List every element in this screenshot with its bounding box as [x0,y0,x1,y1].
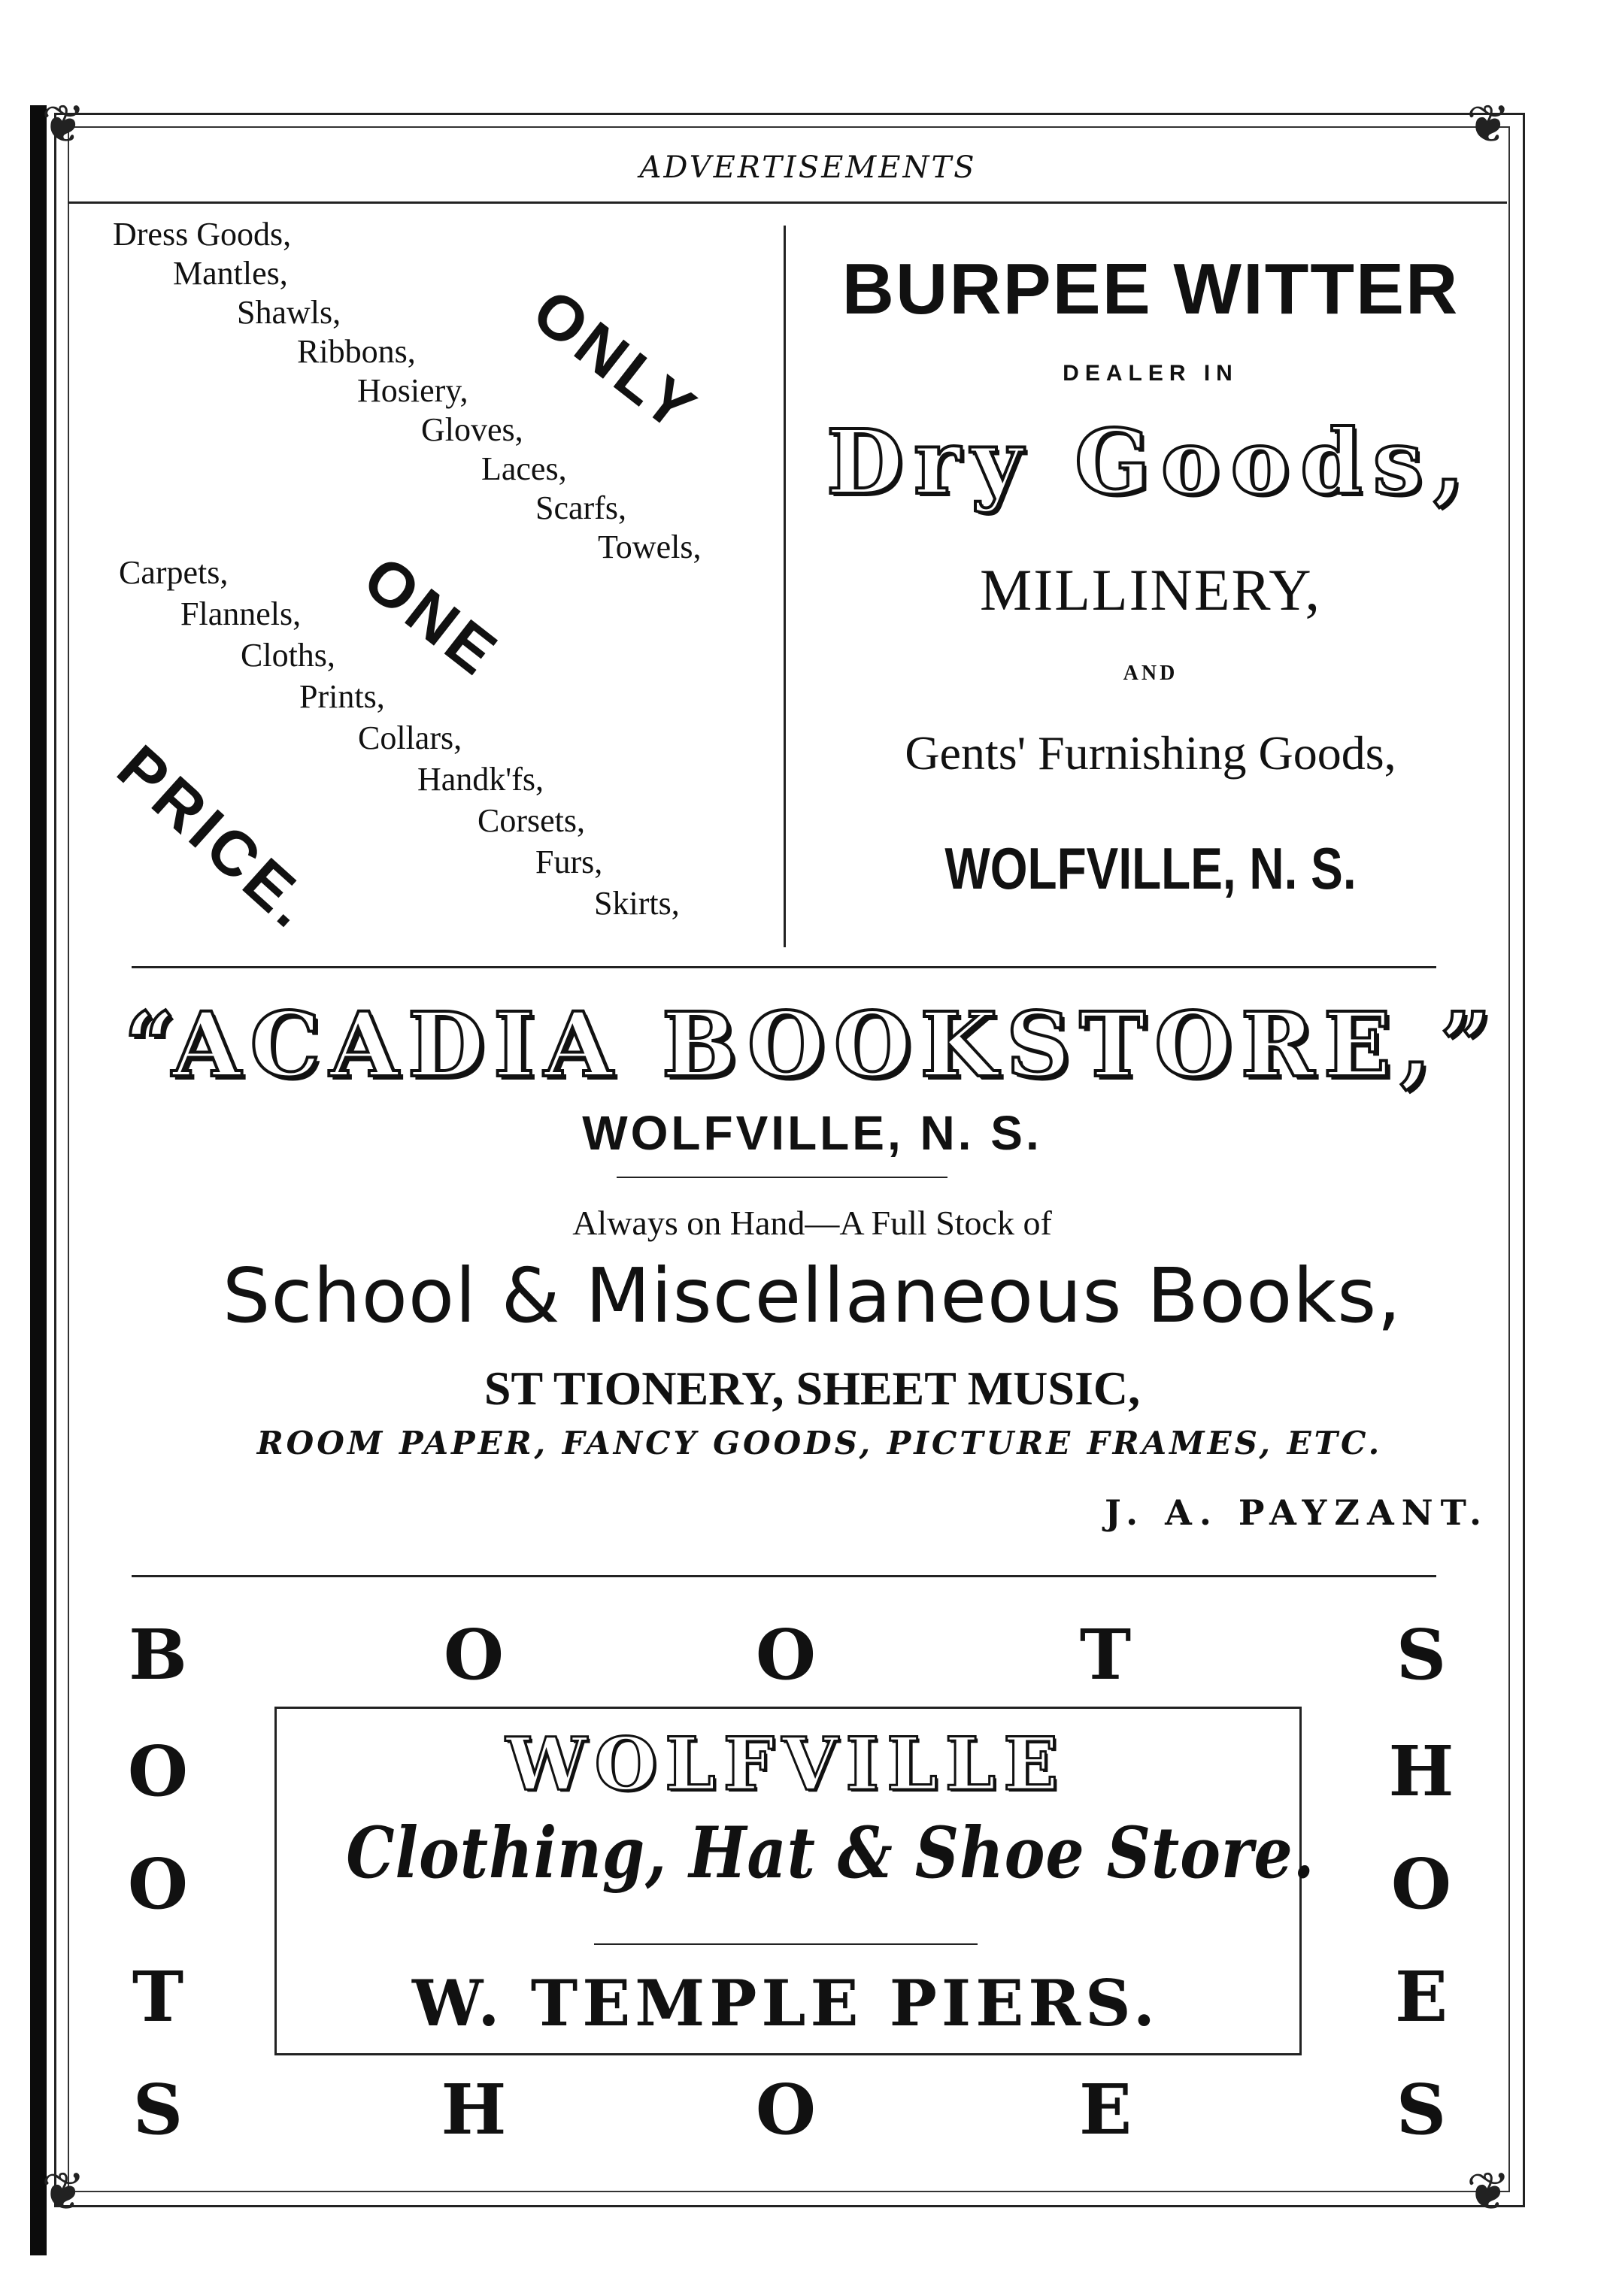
boots-letter: O [755,1614,817,1695]
boots-letter: O [127,1843,189,1925]
corner-ornament-icon: ❦ [1466,93,1511,155]
bookstore-name: “ACADIA BOOKSTORE,” [124,992,1500,1097]
goods-item: Ribbons, [297,333,416,370]
goods-item: Hosiery, [357,372,468,409]
stock-line: Always on Hand—A Full Stock of [572,1204,1052,1242]
and-label: AND [1123,662,1178,685]
goods-item: Handk'fs, [417,761,544,798]
box-rule [594,1943,978,1945]
dry-goods-heading: Dry Goods, [826,410,1475,514]
boots-letter: B [129,1614,187,1695]
shoes-letter: S [1396,2069,1447,2150]
boots-letter: O [443,1614,505,1695]
bookstore-proprietor: J. A. PAYZANT. [1104,1492,1489,1533]
shoes-letter: S [132,2069,183,2150]
short-rule [617,1177,947,1178]
store-proprietor: W. TEMPLE PIERS. [412,1966,1160,2040]
price-text: PRICE. [104,732,329,944]
page-header: ADVERTISEMENTS [639,150,977,185]
goods-item: Carpets, [119,554,229,591]
goods-item: Dress Goods, [113,216,292,253]
corner-ornament-icon: ❦ [1466,2161,1511,2222]
one-text: ONE [350,542,513,691]
merchant-location: WOLFVILLE, N. S. [944,835,1357,901]
goods-item: Skirts, [594,885,680,922]
merchant-name: BURPEE WITTER [841,249,1460,329]
dealer-in-label: DEALER IN [1063,361,1239,386]
bookstore-location: WOLFVILLE, N. S. [582,1106,1042,1160]
boots-letter: S [1396,1614,1447,1695]
stationery-line: ST TIONERY, SHEET MUSIC, [484,1362,1141,1415]
goods-item: Towels, [598,529,702,565]
millinery-heading: MILLINERY, [979,557,1322,622]
corner-ornament-icon: ❦ [41,2161,86,2222]
goods-item: Cloths, [241,637,335,674]
corner-ornament-icon: ❦ [41,93,86,155]
shoes-letter: E [1078,2069,1132,2150]
shoes-letter: H [441,2069,507,2150]
goods-item: Shawls, [237,294,341,331]
goods-item: Scarfs, [535,489,626,526]
store-town: WOLFVILLE [505,1722,1066,1807]
only-text: ONLY [520,275,711,447]
shoes-letter: O [755,2069,817,2150]
shoes-letter: O [1390,1843,1452,1925]
boots-letter: T [132,1956,184,2037]
goods-item: Laces, [481,450,567,487]
store-name: Clothing, Hat & Shoe Store. [346,1812,1315,1895]
goods-item: Mantles, [173,255,288,292]
goods-item: Furs, [535,844,603,880]
goods-item: Flannels, [180,595,302,632]
gents-furnishing-heading: Gents' Furnishing Goods, [905,726,1396,780]
boots-letter: O [127,1731,189,1812]
section-rule [132,966,1436,968]
shoes-letter: H [1388,1731,1454,1812]
boots-letter: T [1079,1614,1132,1695]
goods-item: Collars, [358,719,462,756]
binding-spine [30,105,47,2255]
books-heading: School & Miscellaneous Books, [222,1252,1402,1340]
goods-item: Corsets, [478,802,585,839]
room-paper-line: ROOM PAPER, FANCY GOODS, PICTURE FRAMES, ETC. [256,1425,1383,1462]
goods-item: Gloves, [421,411,523,448]
section-rule [132,1575,1436,1577]
column-divider [784,226,786,947]
shoes-letter: E [1394,1956,1448,2037]
header-rule [68,201,1507,204]
goods-item: Prints, [299,678,385,715]
